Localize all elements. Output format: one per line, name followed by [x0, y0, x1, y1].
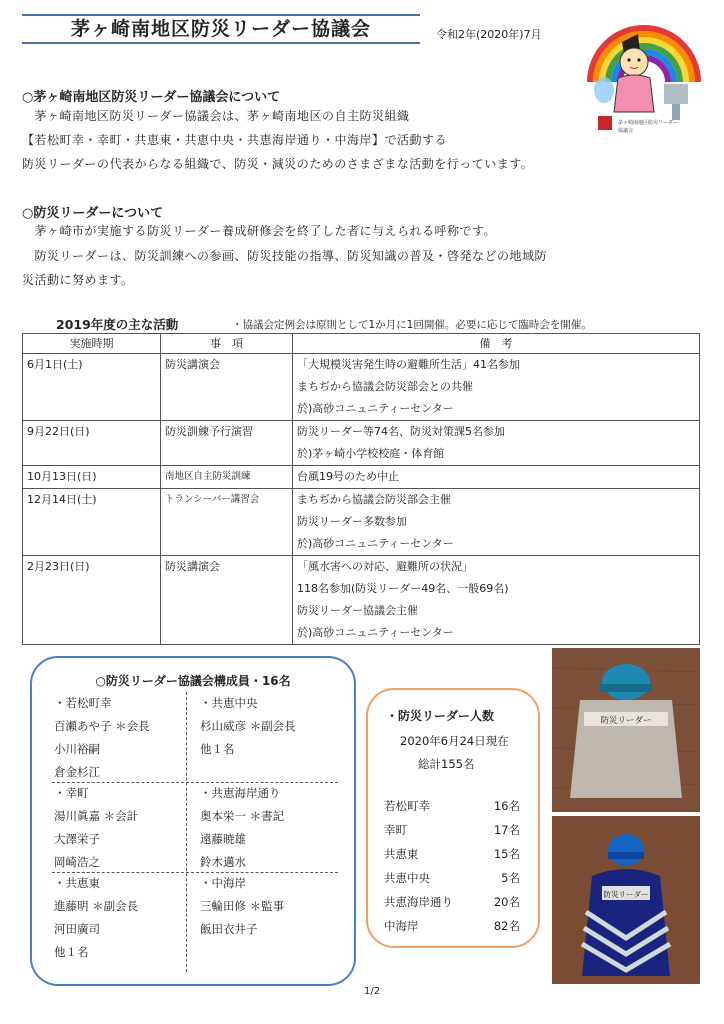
group-area: ・共恵中央 [200, 696, 258, 710]
group-area: ・幸町 [54, 786, 89, 800]
note-line: 於)高砂コニュニティーセンター [297, 626, 454, 639]
member-name: 岡崎浩之 [54, 855, 100, 869]
counts-title: ・防災リーダー人数 [386, 709, 495, 723]
counts-total: 総計155名 [418, 757, 475, 771]
note-line: 防災リーダー協議会主催 [297, 604, 418, 617]
count-row [384, 870, 524, 886]
member-name: 他１名 [200, 742, 235, 756]
vest-label: 防災リーダー [603, 890, 649, 899]
about-heading: ○茅ヶ崎南地区防災リーダー協議会について [22, 90, 281, 105]
member-name: 杉山威彦 ＊副会長 [200, 719, 296, 733]
member-name: 飯田衣井子 [200, 922, 258, 936]
member-name: 三輪田修 ＊監事 [200, 899, 285, 913]
svg-text:協議会: 協議会 [618, 128, 634, 134]
mascot-rainbow-logo [580, 12, 708, 140]
count-value: 17名 [493, 823, 520, 837]
member-name: 進藤明 ＊副会長 [54, 899, 139, 913]
member-name: 湯川眞嘉 ＊会計 [54, 809, 139, 823]
count-row [384, 918, 524, 934]
leader-line: 防災リーダーは、防災訓練への参画、防災技能の指導、防災知識の普及・啓発などの地域防 [22, 249, 548, 263]
activities-note: ・協議会定例会は原則として1か月に1回開催。必要に応じて臨時会を開催。 [232, 319, 592, 331]
leader-line: 災活動に努めます。 [22, 273, 134, 287]
table-row [23, 354, 700, 421]
member-name: 鈴木邁水 [200, 855, 246, 869]
row-date: 9月22日(日) [23, 421, 161, 466]
row-notes [293, 556, 700, 645]
page-title: 茅ヶ崎南地区防災リーダー協議会 [22, 14, 420, 44]
about-line: 防災リーダーの代表からなる組織で、防災・減災のためのさまざまな活動を行っています。 [22, 157, 534, 171]
count-value: 16名 [493, 799, 520, 813]
leader-counts-box [366, 688, 540, 948]
member-group-kyoue-kaigan [200, 782, 284, 874]
group-area: ・共恵海岸通り [200, 786, 281, 800]
reflective-vest-photo [552, 816, 700, 984]
member-group-kyoue-chuo [200, 692, 296, 761]
svg-text:茅ヶ崎南地区防災リーダー: 茅ヶ崎南地区防災リーダー [618, 120, 679, 126]
leader-line: 茅ヶ崎市が実施する防災リーダー養成研修会を終了した者に与えられる呼称です。 [22, 224, 497, 238]
member-name: 奥本栄一 ＊書記 [200, 809, 285, 823]
count-row [384, 798, 524, 814]
group-area: ・共恵東 [54, 876, 100, 890]
row-item: 防災訓練予行演習 [161, 421, 293, 466]
column-header: 実施時期 [23, 334, 161, 354]
note-line: 「風水害への対応、避難所の状況」 [297, 560, 473, 573]
row-date: 10月13日(日) [23, 466, 161, 489]
member-name: 倉金杉江 [54, 765, 100, 779]
page-number: 1/2 [364, 986, 381, 997]
count-row [384, 846, 524, 862]
issue-date: 令和2年(2020年)7月 [436, 28, 542, 41]
member-name: 遠藤暁雄 [200, 832, 246, 846]
counts-date: 2020年6月24日現在 [400, 734, 509, 748]
note-line: 118名参加(防災リーダー49名、一般69名) [297, 582, 509, 595]
row-notes [293, 489, 700, 556]
count-area: 共恵東 [384, 847, 419, 861]
row-item: 防災講演会 [161, 556, 293, 645]
member-group-saiwai [54, 782, 138, 874]
note-line: 防災リーダー多数参加 [297, 515, 407, 528]
note-line: まちぢから協議会防災部会との共催 [297, 380, 473, 393]
members-title: ○防災リーダー協議会構成員・16名 [95, 674, 291, 688]
member-name: 大澤栄子 [54, 832, 100, 846]
count-value: 20名 [493, 895, 520, 909]
member-name: 百瀬あや子 ＊会長 [54, 719, 150, 733]
table-header-row [23, 334, 700, 354]
member-group-wakamatsu [54, 692, 150, 784]
note-line: 於)茅ヶ崎小学校校庭・体育館 [297, 447, 445, 460]
member-group-kyoue-higashi [54, 872, 138, 964]
count-area: 中海岸 [384, 919, 419, 933]
leader-heading: ○防災リーダーについて [22, 206, 164, 221]
row-date: 6月1日(土) [23, 354, 161, 421]
row-date: 2月23日(日) [23, 556, 161, 645]
divider [186, 692, 187, 972]
table-row [23, 466, 700, 489]
count-area: 共恵中央 [384, 871, 430, 885]
count-value: 5名 [501, 871, 520, 885]
vest-label: 防災リーダー [600, 716, 652, 726]
activities-table [22, 333, 700, 645]
count-row [384, 822, 524, 838]
about-line: 【若松町幸・幸町・共恵東・共恵中央・共恵海岸通り・中海岸】で活動する [22, 133, 448, 147]
member-name: 他１名 [54, 945, 89, 959]
member-name: 河田廣司 [54, 922, 100, 936]
note-line: 防災リーダー等74名、防災対策課5名参加 [297, 425, 505, 438]
table-row [23, 489, 700, 556]
activities-title: 2019年度の主な活動 [56, 317, 179, 332]
note-line: まちぢから協議会防災部会主催 [297, 493, 451, 506]
count-area: 幸町 [384, 823, 407, 837]
count-value: 15名 [493, 847, 520, 861]
row-item: 防災講演会 [161, 354, 293, 421]
table-row [23, 421, 700, 466]
row-notes [293, 466, 700, 489]
count-value: 82名 [493, 919, 520, 933]
member-name: 小川裕嗣 [54, 742, 100, 756]
row-notes [293, 421, 700, 466]
group-area: ・中海岸 [200, 876, 246, 890]
row-date: 12月14日(土) [23, 489, 161, 556]
column-header: 事 項 [161, 334, 293, 354]
note-line: 於)高砂コニュニティーセンター [297, 537, 454, 550]
group-area: ・若松町幸 [54, 696, 112, 710]
members-box [30, 656, 356, 986]
about-line: 茅ヶ崎南地区防災リーダー協議会は、茅ヶ崎南地区の自主防災組織 [22, 109, 410, 123]
count-row [384, 894, 524, 910]
row-item: 南地区自主防災訓練 [161, 466, 293, 489]
count-area: 共恵海岸通り [384, 895, 453, 909]
table-row [23, 556, 700, 645]
row-notes [293, 354, 700, 421]
helmet-vest-photo [552, 648, 700, 812]
note-line: 台風19号のため中止 [297, 470, 399, 483]
row-item: トランシーバー講習会 [161, 489, 293, 556]
note-line: 於)高砂コニュニティーセンター [297, 402, 454, 415]
note-line: 「大規模災害発生時の避難所生活」41名参加 [297, 358, 520, 371]
count-area: 若松町幸 [384, 799, 430, 813]
member-group-nakakaigan [200, 872, 284, 941]
column-header: 備 考 [293, 334, 700, 354]
